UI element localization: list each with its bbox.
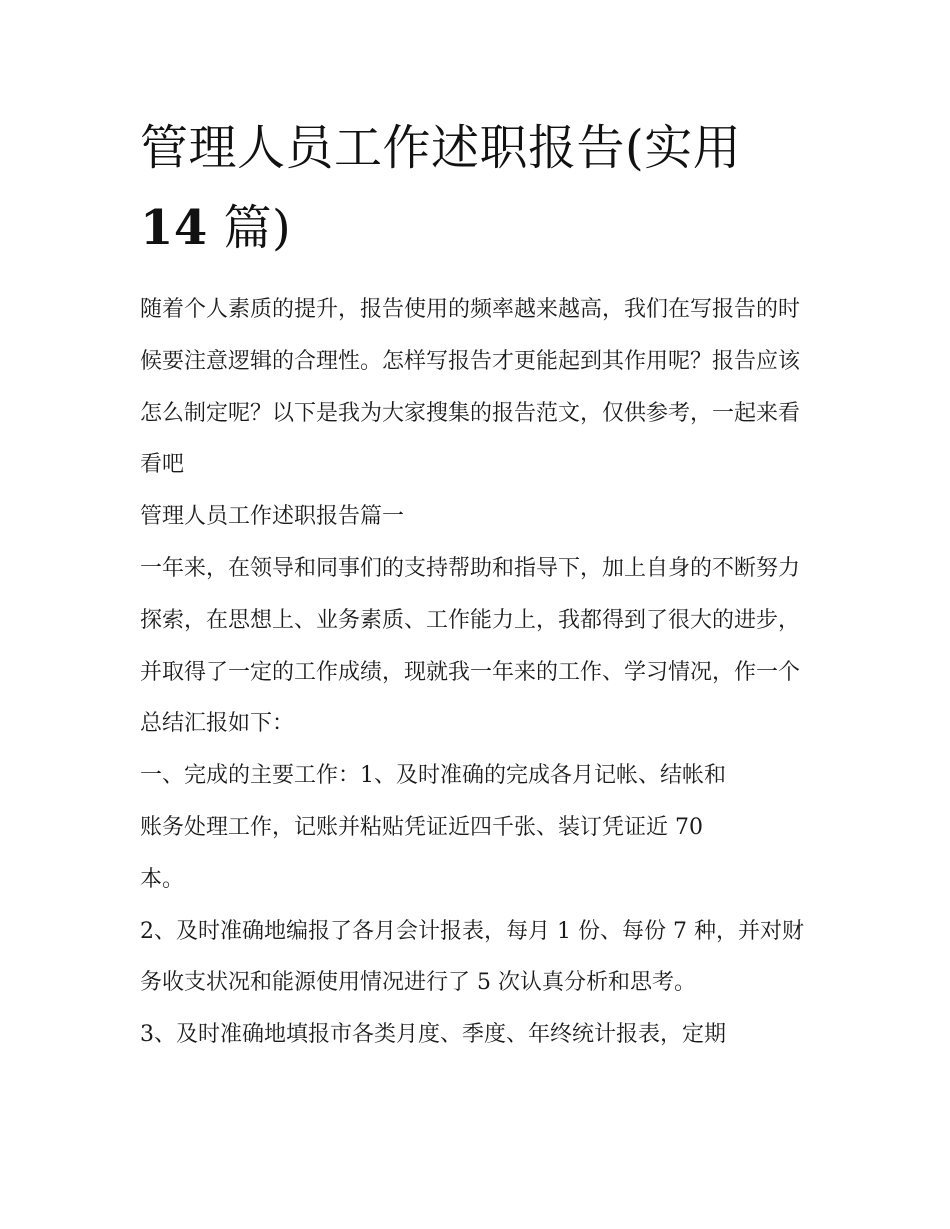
document-page	[140, 108, 815, 1061]
body-paragraph: 一年来，在领导和同事们的支持帮助和指导下，加上自身的不断努力探索，在思想上、业务素质、工作能力上，我都得到了很大的进步，并取得了一定的工作成绩，现就我一年来的工作、学习情况，作一个总结汇报如下：	[140, 555, 801, 737]
body-paragraph: 3、及时准确地填报市各类月度、季度、年终统计报表，定期	[140, 1022, 726, 1048]
section-heading: 管理人员工作述职报告篇一	[140, 504, 405, 530]
title-number: 14	[140, 200, 208, 256]
title-text-suffix: 篇)	[207, 200, 292, 256]
document-body	[140, 284, 815, 1061]
body-paragraph: 2、及时准确地编报了各月会计报表，每月 1 份、每份 7 种，并对财务收支状况和能源使用情况进行了 5 次认真分析和思考。	[140, 918, 804, 996]
title-text-main: 管理人员工作述职报告(实用	[140, 120, 742, 176]
intro-paragraph: 随着个人素质的提升，报告使用的频率越来越高，我们在写报告的时候要注意逻辑的合理性。怎样写报告才更能起到其作用呢？报告应该怎么制定呢？以下是我为大家搜集的报告范文，仅供参考，一起来看看吧	[140, 297, 801, 478]
body-paragraph: 账务处理工作，记账并粘贴凭证近四千张、装订凭证近 70	[140, 814, 703, 840]
body-paragraph: 本。	[140, 866, 185, 892]
document-title	[140, 108, 815, 268]
body-paragraph: 一、完成的主要工作：1、及时准确的完成各月记帐、结帐和	[140, 763, 726, 789]
